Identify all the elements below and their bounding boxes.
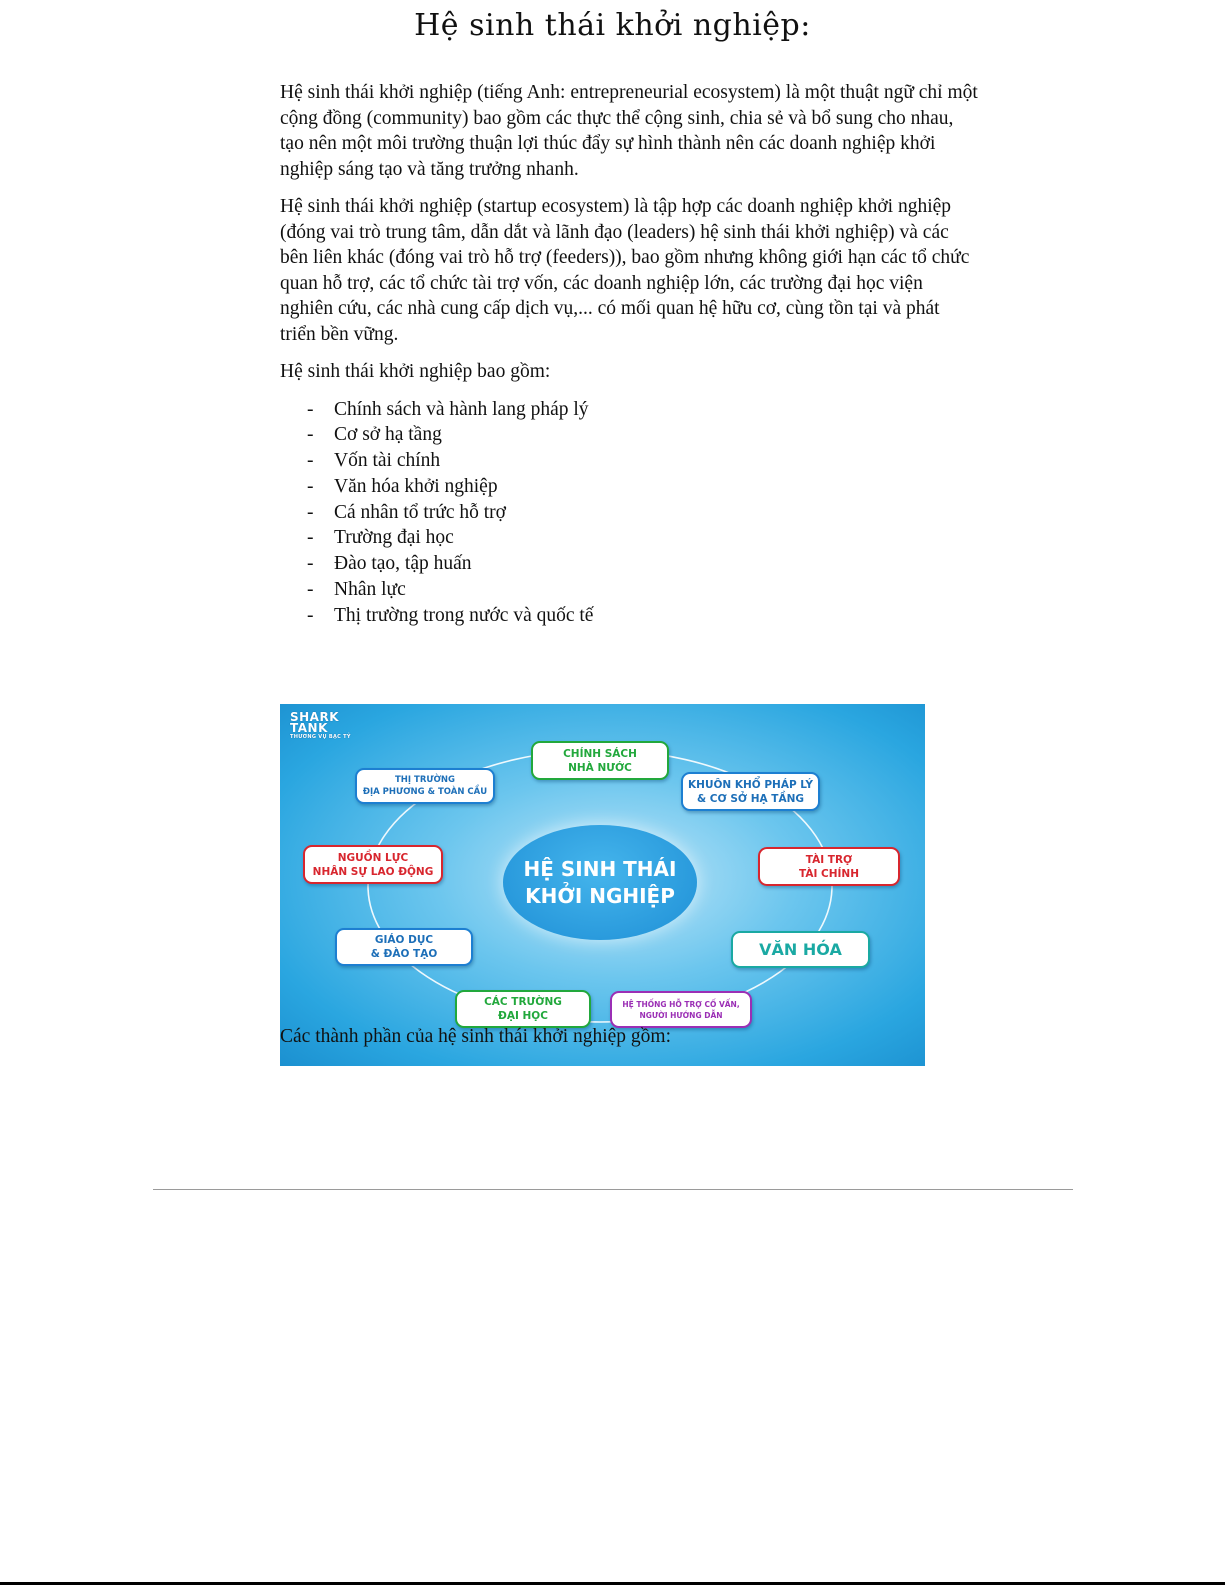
list-marker: -	[307, 450, 314, 472]
list-item	[280, 448, 980, 474]
node-thi-truong: THỊ TRƯỜNG ĐỊA PHƯƠNG & TOÀN CẦU	[355, 768, 495, 804]
node-giao-duc: GIÁO DỤC & ĐÀO TẠO	[335, 928, 473, 966]
figure-caption: Các thành phần của hệ sinh thái khởi nghiệp gồm:	[280, 1026, 672, 1047]
document-body	[280, 80, 980, 629]
list-item	[280, 577, 980, 603]
list-marker: -	[307, 579, 314, 601]
node-ho-tro: HỆ THỐNG HỖ TRỢ CỐ VẤN, NGƯỜI HƯỚNG DẪN	[610, 991, 752, 1028]
list-marker: -	[307, 553, 314, 575]
list-item	[280, 422, 980, 448]
paragraph-definition: Hệ sinh thái khởi nghiệp (tiếng Anh: entrepreneurial ecosystem) là một thuật ngữ chỉ một cộng đồng (community) bao gồm các thực thể cộng sinh, chia sẻ và bổ sung cho nhau, tạo nên một môi trường thuận lợi thúc đẩy sự hình thành nên các doanh nghiệp khởi nghiệp sáng tạo và tăng trưởng nhanh.	[280, 82, 978, 180]
list-item-text: Văn hóa khởi nghiệp	[334, 475, 498, 497]
center-node: HỆ SINH THÁI KHỞI NGHIỆP	[503, 825, 697, 940]
list-item	[280, 551, 980, 577]
list-item	[280, 603, 980, 629]
list-item-text: Vốn tài chính	[334, 450, 441, 472]
ecosystem-diagram	[280, 704, 925, 1066]
page-divider	[153, 1189, 1073, 1190]
shark-tank-logo: SHARK TANK THƯƠNG VỤ BẠC TỶ	[290, 710, 351, 740]
list-item-text: Đào tạo, tập huấn	[334, 553, 472, 575]
node-khuon-kho: KHUÔN KHỔ PHÁP LÝ & CƠ SỞ HẠ TẦNG	[681, 772, 820, 811]
node-truong: CÁC TRƯỜNG ĐẠI HỌC	[455, 990, 591, 1028]
node-nguon-luc: NGUỒN LỰC NHÂN SỰ LAO ĐỘNG	[303, 845, 443, 884]
list-item	[280, 397, 980, 423]
list-item-text: Nhân lực	[334, 579, 406, 601]
list-marker: -	[307, 398, 314, 420]
paragraph-list-intro: Hệ sinh thái khởi nghiệp bao gồm:	[280, 361, 551, 382]
node-van-hoa: VĂN HÓA	[731, 931, 870, 968]
list-item	[280, 474, 980, 500]
list-item	[280, 500, 980, 526]
node-chinh-sach: CHÍNH SÁCH NHÀ NƯỚC	[531, 741, 669, 780]
page-title: Hệ sinh thái khởi nghiệp:	[414, 8, 811, 43]
list-item-text: Cá nhân tổ trức hỗ trợ	[334, 501, 506, 523]
list-marker: -	[307, 604, 314, 626]
list-item	[280, 525, 980, 551]
list-marker: -	[307, 501, 314, 523]
list-item-text: Thị trường trong nước và quốc tế	[334, 604, 594, 626]
list-item-text: Chính sách và hành lang pháp lý	[334, 398, 589, 420]
list-item-text: Cơ sở hạ tầng	[334, 424, 442, 446]
node-tai-tro: TÀI TRỢ TÀI CHÍNH	[758, 847, 900, 886]
list-item-text: Trường đại học	[334, 527, 454, 549]
paragraph-startup-ecosystem: Hệ sinh thái khởi nghiệp (startup ecosystem) là tập hợp các doanh nghiệp khởi nghiệp (đóng vai trò trung tâm, dẫn dắt và lãnh đạo (leaders) hệ sinh thái khởi nghiệp) và các bên liên khác (đóng vai trò hỗ trợ (feeders)), bao gồm nhưng không giới hạn các tổ chức quan hỗ trợ, các tổ chức tài trợ vốn, các doanh nghiệp lớn, các trường đại học viện nghiên cứu, các nhà cung cấp dịch vụ,... có mối quan hệ hữu cơ, cùng tồn tại và phát triển bền vững.	[280, 196, 970, 345]
component-list	[280, 397, 980, 629]
list-marker: -	[307, 475, 314, 497]
list-marker: -	[307, 527, 314, 549]
list-marker: -	[307, 424, 314, 446]
